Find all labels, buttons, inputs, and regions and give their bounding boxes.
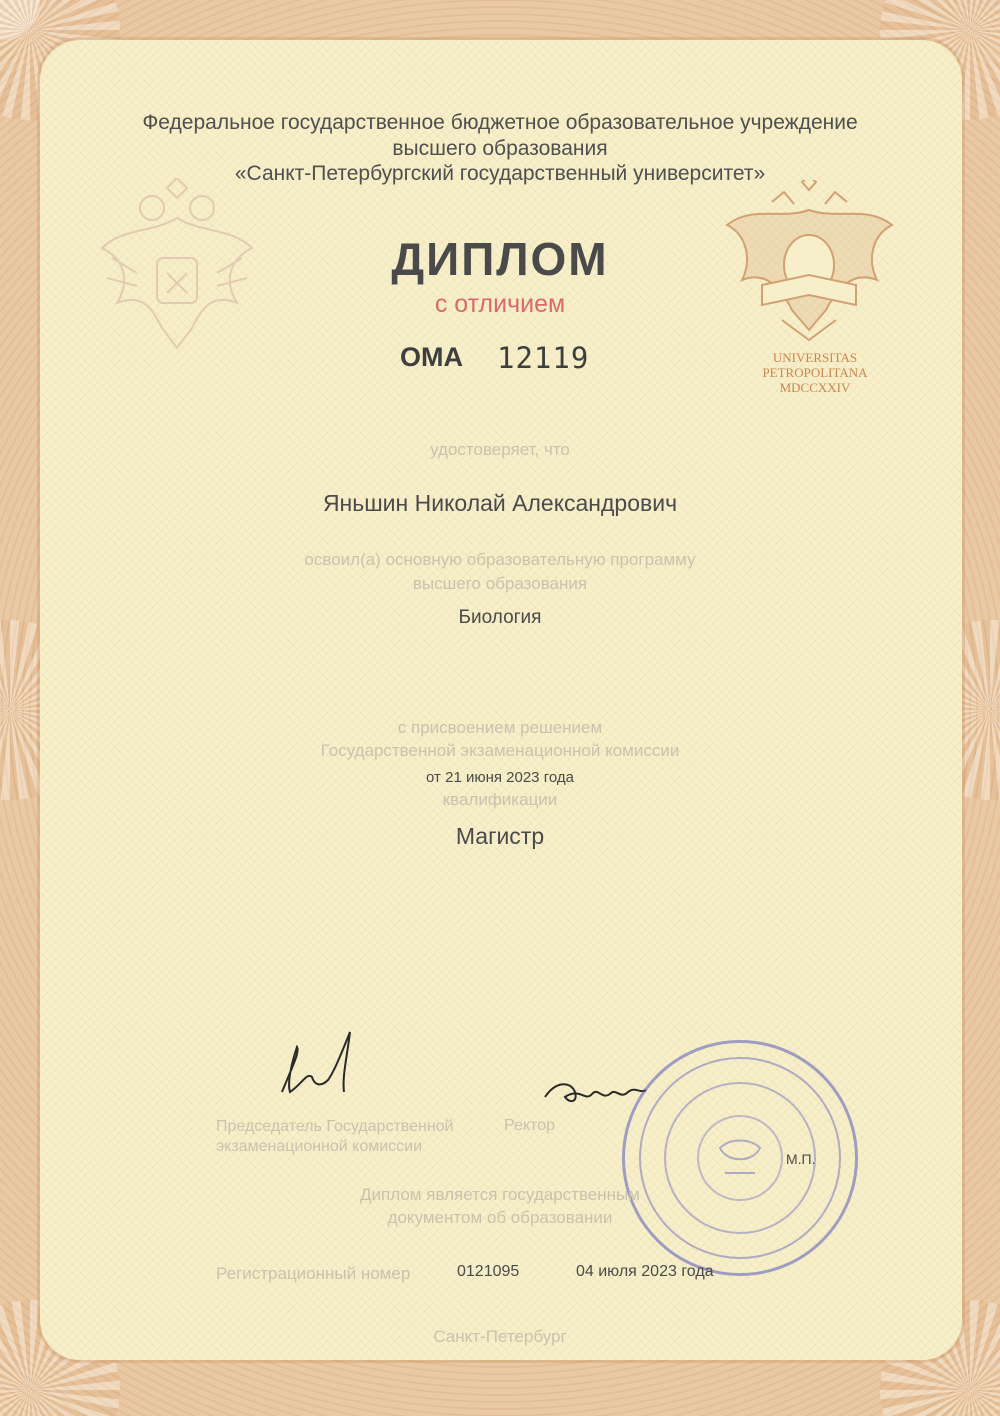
seal-text-line-1: UNIVERSITAS	[772, 350, 858, 365]
program-text-line-2: высшего образования	[412, 574, 588, 593]
chair-signature	[262, 1022, 372, 1102]
award-date: от 21 июня 2023 года	[426, 769, 574, 786]
issue-date: 04 июля 2023 года	[576, 1263, 714, 1280]
certifies-text: удостоверяет, что	[430, 440, 570, 459]
award-text-line-2: Государственной экзаменационной комиссии	[320, 741, 680, 760]
seal-text-line-2: PETROPOLITANA	[762, 365, 868, 380]
program-name: Биология	[458, 607, 542, 628]
honors-label: с отличием	[434, 290, 566, 318]
holder-name: Яньшин Николай Александрович	[322, 490, 678, 516]
document-title: ДИПЛОМ	[391, 233, 609, 285]
diploma-series: ОМА	[400, 342, 463, 372]
registration-label: Регистрационный номер	[216, 1264, 411, 1283]
official-stamp	[622, 1040, 858, 1276]
institution-line-1: Федеральное государственное бюджетное образовательное учреждение	[142, 111, 858, 134]
state-document-line-1: Диплом является государственным	[360, 1185, 640, 1204]
program-text-line-1: освоил(а) основную образовательную программу	[304, 550, 696, 569]
qualification-label: квалификации	[442, 790, 558, 809]
institution-line-3: «Санкт-Петербургский государственный университет»	[234, 162, 766, 185]
registration-number: 0121095	[457, 1263, 520, 1280]
seal-text-line-3: MDCCXXIV	[779, 380, 851, 395]
institution-line-2: высшего образования	[392, 137, 608, 160]
diploma-number: 12119	[497, 341, 590, 375]
chair-title-line-1: Председатель Государственной	[216, 1118, 454, 1135]
seal-place-label: М.П.	[786, 1151, 816, 1167]
qualification: Магистр	[455, 823, 545, 849]
stamp-ring-icon	[625, 1043, 855, 1273]
city: Санкт-Петербург	[433, 1327, 567, 1346]
award-text-line-1: с присвоением решением	[397, 718, 603, 737]
rector-title: Ректор	[504, 1117, 555, 1134]
chair-title-line-2: экзаменационной комиссии	[216, 1138, 423, 1155]
state-document-line-2: документом об образовании	[387, 1208, 613, 1227]
